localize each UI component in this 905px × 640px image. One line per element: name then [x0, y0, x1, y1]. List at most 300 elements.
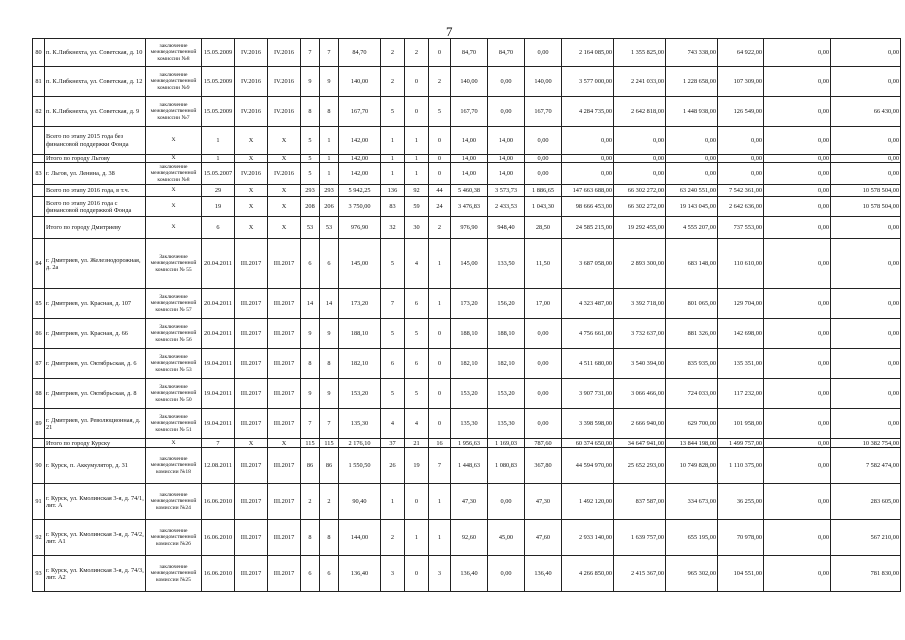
table-cell-j: 17,00	[525, 289, 562, 319]
table-cell-n: 1 228 658,00	[666, 67, 718, 97]
table-cell-g: 2	[429, 67, 451, 97]
table-cell-j: 0,00	[525, 349, 562, 379]
table-cell-p1: III.2017	[235, 409, 268, 439]
table-cell-d: 15.05.2009	[202, 97, 235, 127]
table-cell-n: 13 844 198,00	[666, 439, 718, 448]
table-cell-i: 0,00	[488, 556, 525, 592]
table-cell-i: 1 080,83	[488, 448, 525, 484]
table-cell-n: 683 148,00	[666, 239, 718, 289]
table-cell-m: 3 392 718,00	[614, 289, 666, 319]
table-cell-f: 1	[405, 520, 429, 556]
table-cell-doc: заключение межведомственной комиссии №25	[146, 556, 202, 592]
table-cell-h: 3 476,83	[451, 197, 488, 217]
table-cell-doc: X	[146, 217, 202, 239]
table-cell-doc: заключение межведомственной комиссии №7	[146, 97, 202, 127]
table-cell-g: 0	[429, 39, 451, 67]
table-cell-c: 140,00	[339, 67, 381, 97]
table-cell-m: 66 302 272,00	[614, 197, 666, 217]
table-cell-c: 142,00	[339, 155, 381, 163]
table-cell-addr: Всего по этапу 2016 года, в т.ч.	[45, 185, 146, 197]
table-cell-g: 1	[429, 520, 451, 556]
table-cell-d: 1	[202, 155, 235, 163]
table-cell-c: 84,70	[339, 39, 381, 67]
table-cell-doc: заключение межведомственной комиссии №8	[146, 163, 202, 185]
table-cell-k: 3 687 058,00	[562, 239, 614, 289]
table-cell-n: 0,00	[666, 127, 718, 155]
table-cell-p2: IV.2016	[268, 163, 301, 185]
table-cell-addr: г. Курск, ул. Кмолинская 3-я, д. 74/3, лит. А2	[45, 556, 146, 592]
table-cell-s: 0,00	[831, 67, 901, 97]
table-cell-m: 25 652 293,00	[614, 448, 666, 484]
table-cell-m: 0,00	[614, 127, 666, 155]
table-cell-b: 2	[320, 484, 339, 520]
table-cell-p2: III.2017	[268, 239, 301, 289]
table-cell-h: 136,40	[451, 556, 488, 592]
table-cell-m: 2 893 300,00	[614, 239, 666, 289]
table-cell-j: 0,00	[525, 409, 562, 439]
table-row	[33, 439, 901, 448]
table-cell-c: 5 942,25	[339, 185, 381, 197]
table-cell-q: 0,00	[764, 239, 831, 289]
table-cell-p1: X	[235, 197, 268, 217]
table-cell-c: 976,90	[339, 217, 381, 239]
table-cell-b: 9	[320, 67, 339, 97]
table-cell-c: 188,10	[339, 319, 381, 349]
table-cell-k: 4 756 661,00	[562, 319, 614, 349]
table-row	[33, 239, 901, 289]
table-cell-o: 1 499 757,00	[718, 439, 764, 448]
table-cell-h: 14,00	[451, 155, 488, 163]
table-cell-m: 3 732 637,00	[614, 319, 666, 349]
table-cell-j: 11,50	[525, 239, 562, 289]
table-cell-s: 0,00	[831, 163, 901, 185]
table-cell-b: 293	[320, 185, 339, 197]
table-cell-n: 801 065,00	[666, 289, 718, 319]
table-cell-e: 1	[381, 155, 405, 163]
table-cell-p1: III.2017	[235, 239, 268, 289]
table-cell-b: 115	[320, 439, 339, 448]
table-cell-f: 92	[405, 185, 429, 197]
table-cell-h: 135,30	[451, 409, 488, 439]
table-cell-e: 32	[381, 217, 405, 239]
table-cell-i: 0,00	[488, 97, 525, 127]
table-cell-j: 0,00	[525, 163, 562, 185]
table-row	[33, 349, 901, 379]
table-cell-m: 0,00	[614, 163, 666, 185]
table-cell-d: 19	[202, 197, 235, 217]
table-cell-j: 787,60	[525, 439, 562, 448]
table-cell-b: 1	[320, 163, 339, 185]
table-cell-no: 80	[33, 39, 45, 67]
table-cell-q: 0,00	[764, 127, 831, 155]
table-cell-d: 19.04.2011	[202, 379, 235, 409]
table-cell-o: 110 610,00	[718, 239, 764, 289]
table-cell-addr: Итого по городу Льгову	[45, 155, 146, 163]
page-number: 7	[446, 24, 453, 39]
table-cell-j: 367,80	[525, 448, 562, 484]
table-cell-f: 0	[405, 67, 429, 97]
table-cell-n: 629 700,00	[666, 409, 718, 439]
table-cell-d: 20.04.2011	[202, 319, 235, 349]
table-cell-m: 837 587,00	[614, 484, 666, 520]
table-cell-q: 0,00	[764, 155, 831, 163]
table-row	[33, 197, 901, 217]
table-cell-p2: III.2017	[268, 349, 301, 379]
table-cell-o: 101 958,00	[718, 409, 764, 439]
table-cell-m: 2 666 940,00	[614, 409, 666, 439]
table-cell-n: 0,00	[666, 163, 718, 185]
table-cell-f: 6	[405, 349, 429, 379]
table-cell-q: 0,00	[764, 319, 831, 349]
table-cell-d: 15.05.2007	[202, 163, 235, 185]
table-cell-h: 14,00	[451, 163, 488, 185]
table-cell-h: 173,20	[451, 289, 488, 319]
table-cell-i: 1 169,03	[488, 439, 525, 448]
table-cell-i: 153,20	[488, 379, 525, 409]
table-cell-o: 142 698,00	[718, 319, 764, 349]
table-cell-n: 4 555 207,00	[666, 217, 718, 239]
table-cell-i: 135,30	[488, 409, 525, 439]
table-cell-no: 92	[33, 520, 45, 556]
table-cell-e: 5	[381, 319, 405, 349]
table-cell-doc: заключение межведомственной комиссии №24	[146, 484, 202, 520]
table-cell-addr: г. Дмитриев, ул. Красная, д. 66	[45, 319, 146, 349]
table-cell-s: 781 830,00	[831, 556, 901, 592]
table-cell-h: 153,20	[451, 379, 488, 409]
table-cell-i: 3 573,73	[488, 185, 525, 197]
table-cell-h: 976,90	[451, 217, 488, 239]
table-cell-c: 90,40	[339, 484, 381, 520]
table-cell-h: 5 460,38	[451, 185, 488, 197]
table-cell-o: 104 551,00	[718, 556, 764, 592]
table-cell-o: 737 553,00	[718, 217, 764, 239]
table-cell-addr: г. Дмитриев, ул. Красная, д. 107	[45, 289, 146, 319]
table-cell-d: 20.04.2011	[202, 239, 235, 289]
table-cell-c: 182,10	[339, 349, 381, 379]
table-cell-p1: IV.2016	[235, 163, 268, 185]
table-cell-b: 8	[320, 97, 339, 127]
table-cell-e: 26	[381, 448, 405, 484]
table-cell-f: 1	[405, 155, 429, 163]
table-cell-no: 88	[33, 379, 45, 409]
table-cell-c: 167,70	[339, 97, 381, 127]
table-cell-k: 4 323 487,00	[562, 289, 614, 319]
table-cell-m: 19 292 455,00	[614, 217, 666, 239]
table-cell-a: 6	[301, 239, 320, 289]
table-cell-d: 12.08.2011	[202, 448, 235, 484]
table-cell-e: 5	[381, 97, 405, 127]
table-cell-c: 1 550,50	[339, 448, 381, 484]
table-cell-k: 60 374 650,00	[562, 439, 614, 448]
table-cell-d: 7	[202, 439, 235, 448]
table-cell-q: 0,00	[764, 448, 831, 484]
table-cell-c: 142,00	[339, 163, 381, 185]
table-cell-d: 16.06.2010	[202, 484, 235, 520]
table-cell-s: 10 578 504,00	[831, 197, 901, 217]
table-cell-g: 3	[429, 556, 451, 592]
table-row	[33, 409, 901, 439]
table-row	[33, 319, 901, 349]
table-cell-p1: III.2017	[235, 379, 268, 409]
table-cell-m: 3 066 466,00	[614, 379, 666, 409]
table-cell-i: 948,40	[488, 217, 525, 239]
table-cell-e: 83	[381, 197, 405, 217]
table-cell-g: 5	[429, 97, 451, 127]
table-cell-c: 145,00	[339, 239, 381, 289]
table-cell-i: 182,10	[488, 349, 525, 379]
table-cell-no: 85	[33, 289, 45, 319]
table-cell-p2: IV.2016	[268, 67, 301, 97]
table-cell-a: 115	[301, 439, 320, 448]
table-cell-doc: Заключение межведомственной комиссии № 56	[146, 319, 202, 349]
table-cell-e: 2	[381, 520, 405, 556]
table-cell-e: 5	[381, 239, 405, 289]
table-cell-doc: Заключение межведомственной комиссии № 57	[146, 289, 202, 319]
table-cell-p1: IV.2016	[235, 97, 268, 127]
table-cell-addr: г. Курск, ул. Кмолинская 3-я, д. 74/1, лит. А	[45, 484, 146, 520]
table-cell-doc: заключение межведомственной комиссии №26	[146, 520, 202, 556]
table-cell-doc: заключение межведомственной комиссии №9	[146, 67, 202, 97]
table-cell-j: 47,30	[525, 484, 562, 520]
table-cell-s: 0,00	[831, 127, 901, 155]
table-cell-q: 0,00	[764, 556, 831, 592]
table-cell-g: 0	[429, 379, 451, 409]
table-cell-addr: г. Дмитриев, ул. Октябрьская, д. 8	[45, 379, 146, 409]
table-cell-g: 24	[429, 197, 451, 217]
table-cell-j: 167,70	[525, 97, 562, 127]
table-cell-q: 0,00	[764, 197, 831, 217]
table-cell-a: 9	[301, 319, 320, 349]
table-cell-k: 98 666 453,00	[562, 197, 614, 217]
table-cell-c: 144,00	[339, 520, 381, 556]
table-cell-q: 0,00	[764, 379, 831, 409]
table-cell-s: 0,00	[831, 155, 901, 163]
table-cell-j: 0,00	[525, 127, 562, 155]
table-cell-o: 0,00	[718, 155, 764, 163]
table-cell-h: 182,10	[451, 349, 488, 379]
table-cell-s: 0,00	[831, 289, 901, 319]
table-cell-h: 167,70	[451, 97, 488, 127]
table-cell-m: 1 355 825,00	[614, 39, 666, 67]
table-cell-h: 47,30	[451, 484, 488, 520]
table-cell-f: 0	[405, 556, 429, 592]
table-cell-j: 0,00	[525, 319, 562, 349]
table-cell-o: 135 351,00	[718, 349, 764, 379]
table-cell-b: 86	[320, 448, 339, 484]
table-cell-s: 567 210,00	[831, 520, 901, 556]
table-cell-q: 0,00	[764, 349, 831, 379]
table-cell-s: 0,00	[831, 39, 901, 67]
table-cell-a: 208	[301, 197, 320, 217]
table-cell-q: 0,00	[764, 185, 831, 197]
table-cell-f: 6	[405, 289, 429, 319]
table-cell-a: 2	[301, 484, 320, 520]
table-cell-o: 1 110 375,00	[718, 448, 764, 484]
table-cell-d: 19.04.2011	[202, 409, 235, 439]
table-cell-addr: г. Дмитриев, ул. Железнодорожная, д. 2а	[45, 239, 146, 289]
table-cell-f: 1	[405, 163, 429, 185]
table-cell-addr: Итого по городу Курску	[45, 439, 146, 448]
table-cell-f: 59	[405, 197, 429, 217]
table-cell-a: 8	[301, 97, 320, 127]
table-cell-g: 16	[429, 439, 451, 448]
table-cell-e: 37	[381, 439, 405, 448]
table-cell-c: 153,20	[339, 379, 381, 409]
table-cell-h: 140,00	[451, 67, 488, 97]
table-cell-a: 6	[301, 556, 320, 592]
table-cell-n: 19 143 045,00	[666, 197, 718, 217]
table-cell-no: 91	[33, 484, 45, 520]
table-cell-no: 87	[33, 349, 45, 379]
table-cell-q: 0,00	[764, 484, 831, 520]
table-cell-addr: п. К.Либкнехта, ул. Советская, д. 10	[45, 39, 146, 67]
table-cell-no	[33, 217, 45, 239]
table-cell-q: 0,00	[764, 39, 831, 67]
table-cell-b: 9	[320, 319, 339, 349]
table-cell-no	[33, 155, 45, 163]
table-cell-addr: г. Курск, п. Аккумулятор, д. 31	[45, 448, 146, 484]
table-cell-n: 835 935,00	[666, 349, 718, 379]
table-cell-addr: г. Курск, ул. Кмолинская 3-я, д. 74/2, лит. А1	[45, 520, 146, 556]
table-cell-g: 2	[429, 217, 451, 239]
table-cell-doc: Заключение межведомственной комиссии № 55	[146, 239, 202, 289]
table-cell-p1: X	[235, 217, 268, 239]
table-cell-h: 145,00	[451, 239, 488, 289]
table-cell-s: 10 578 504,00	[831, 185, 901, 197]
table-cell-h: 1 448,63	[451, 448, 488, 484]
table-cell-b: 8	[320, 520, 339, 556]
table-row	[33, 185, 901, 197]
table-cell-j: 0,00	[525, 379, 562, 409]
table-row	[33, 289, 901, 319]
table-cell-addr: г. Дмитриев, ул. Октябрьская, д. 6	[45, 349, 146, 379]
table-cell-g: 1	[429, 239, 451, 289]
table-cell-p2: III.2017	[268, 520, 301, 556]
table-cell-k: 3 907 731,00	[562, 379, 614, 409]
table-cell-doc: X	[146, 155, 202, 163]
table-cell-no: 86	[33, 319, 45, 349]
table-cell-d: 15.05.2009	[202, 39, 235, 67]
table-cell-addr: г. Дмитриев, ул. Революционная, д. 21	[45, 409, 146, 439]
table-cell-e: 1	[381, 484, 405, 520]
table-cell-s: 0,00	[831, 239, 901, 289]
table-row	[33, 127, 901, 155]
table-cell-s: 7 582 474,00	[831, 448, 901, 484]
table-cell-o: 126 549,00	[718, 97, 764, 127]
table-row	[33, 163, 901, 185]
table-cell-f: 30	[405, 217, 429, 239]
table-row	[33, 97, 901, 127]
table-cell-k: 4 511 680,00	[562, 349, 614, 379]
table-cell-p2: X	[268, 185, 301, 197]
table-cell-doc: X	[146, 127, 202, 155]
table-cell-b: 8	[320, 349, 339, 379]
table-cell-e: 1	[381, 127, 405, 155]
table-cell-s: 0,00	[831, 409, 901, 439]
table-cell-b: 206	[320, 197, 339, 217]
table-cell-addr: Всего по этапу 2016 года с финансовой поддержкой Фонда	[45, 197, 146, 217]
table-cell-k: 0,00	[562, 127, 614, 155]
table-cell-s: 66 430,00	[831, 97, 901, 127]
table-cell-b: 6	[320, 239, 339, 289]
table-cell-p2: III.2017	[268, 448, 301, 484]
table-cell-k: 44 594 970,00	[562, 448, 614, 484]
table-cell-k: 147 663 688,00	[562, 185, 614, 197]
table-cell-no	[33, 197, 45, 217]
table-cell-s: 0,00	[831, 379, 901, 409]
table-cell-a: 86	[301, 448, 320, 484]
table-cell-g: 0	[429, 349, 451, 379]
table-cell-p2: III.2017	[268, 289, 301, 319]
table-cell-j: 28,50	[525, 217, 562, 239]
table-cell-addr: Итого по городу Дмитриеву	[45, 217, 146, 239]
table-cell-a: 7	[301, 409, 320, 439]
table-cell-m: 2 241 033,00	[614, 67, 666, 97]
table-cell-no: 84	[33, 239, 45, 289]
table-cell-c: 173,20	[339, 289, 381, 319]
table-cell-d: 16.06.2010	[202, 520, 235, 556]
table-cell-d: 20.04.2011	[202, 289, 235, 319]
table-cell-n: 1 448 938,00	[666, 97, 718, 127]
table-cell-b: 7	[320, 409, 339, 439]
table-cell-p2: X	[268, 217, 301, 239]
table-cell-a: 14	[301, 289, 320, 319]
table-cell-n: 743 338,00	[666, 39, 718, 67]
table-cell-i: 14,00	[488, 163, 525, 185]
table-cell-e: 4	[381, 409, 405, 439]
table-cell-doc: X	[146, 197, 202, 217]
table-cell-a: 9	[301, 67, 320, 97]
table-cell-m: 2 415 367,00	[614, 556, 666, 592]
table-cell-no	[33, 127, 45, 155]
table-cell-addr: п. К.Либкнехта, ул. Советская, д. 9	[45, 97, 146, 127]
table-cell-q: 0,00	[764, 520, 831, 556]
table-cell-p2: III.2017	[268, 379, 301, 409]
table-cell-s: 0,00	[831, 319, 901, 349]
table-cell-f: 5	[405, 379, 429, 409]
table-cell-f: 19	[405, 448, 429, 484]
table-cell-no	[33, 185, 45, 197]
table-cell-h: 1 956,63	[451, 439, 488, 448]
table-cell-k: 0,00	[562, 163, 614, 185]
table-cell-n: 881 326,00	[666, 319, 718, 349]
table-cell-p1: X	[235, 439, 268, 448]
table-cell-e: 7	[381, 289, 405, 319]
table-cell-p1: X	[235, 127, 268, 155]
table-cell-o: 2 642 636,00	[718, 197, 764, 217]
table-cell-k: 3 577 000,00	[562, 67, 614, 97]
table-cell-d: 19.04.2011	[202, 349, 235, 379]
table-cell-doc: заключение межведомственной комиссии №18	[146, 448, 202, 484]
table-cell-i: 84,70	[488, 39, 525, 67]
table-cell-n: 0,00	[666, 155, 718, 163]
table-cell-o: 0,00	[718, 163, 764, 185]
table-cell-g: 0	[429, 319, 451, 349]
table-cell-g: 0	[429, 127, 451, 155]
table-cell-k: 2 933 140,00	[562, 520, 614, 556]
table-cell-no: 93	[33, 556, 45, 592]
table-cell-j: 136,40	[525, 556, 562, 592]
table-cell-p2: III.2017	[268, 409, 301, 439]
table-row	[33, 484, 901, 520]
table-cell-addr: г. Льгов, ул. Ленина, д. 38	[45, 163, 146, 185]
table-cell-m: 66 302 272,00	[614, 185, 666, 197]
table-cell-d: 29	[202, 185, 235, 197]
table-cell-m: 0,00	[614, 155, 666, 163]
table-cell-n: 63 240 551,00	[666, 185, 718, 197]
table-cell-k: 4 266 850,00	[562, 556, 614, 592]
table-cell-p1: IV.2016	[235, 39, 268, 67]
